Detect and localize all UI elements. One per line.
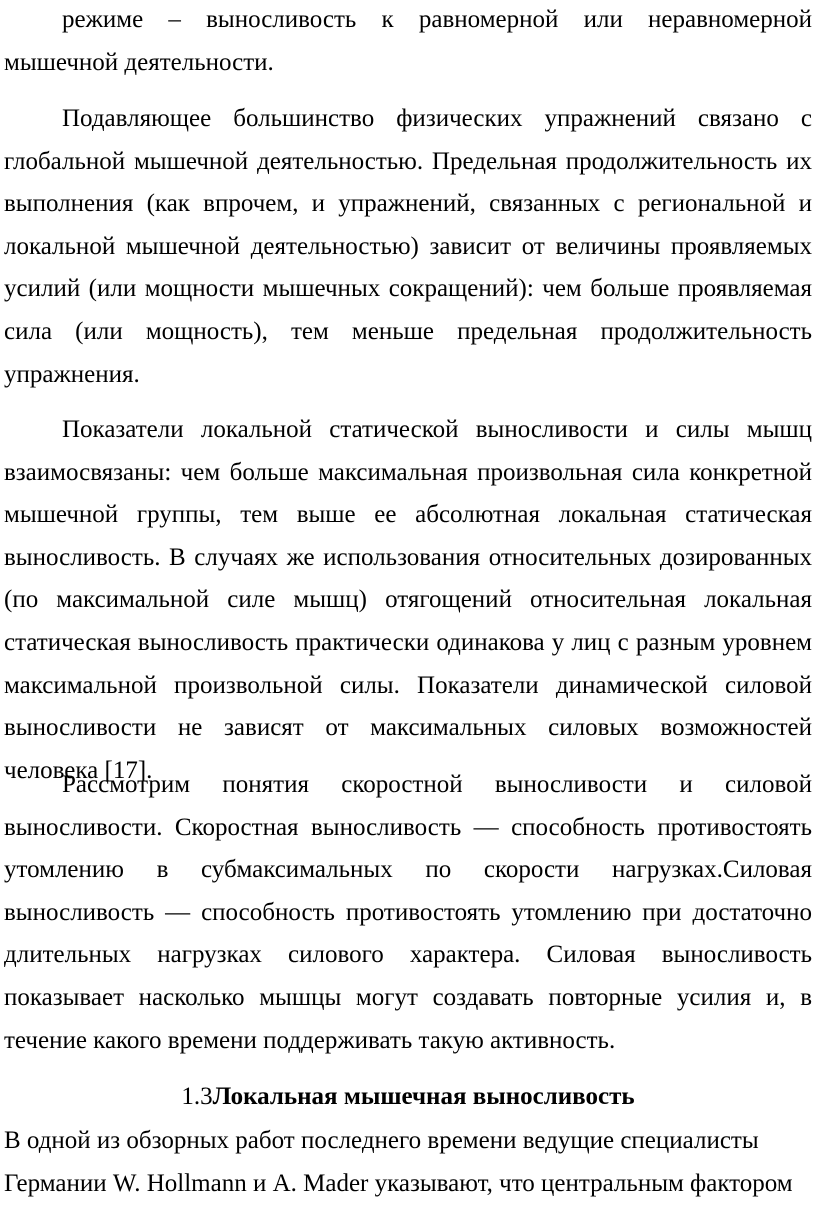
paragraph-review-intro: В одной из обзорных работ последнего времени ведущие специалисты Германии W. Hollmann и A. Mader указывают, что центральным фактором [4,1127,793,1197]
section-heading [0,1076,816,1119]
paragraph-continuation: режиме – выносливость к равномерной или неравномерной мышечной деятельности. [4,6,812,76]
paragraph-local-static-endurance: Показатели локальной статической выносливости и силы мышц взаимосвязаны: чем больше максимальная произвольная сила конкретной мышечной группы, тем выше ее абсолютная локальная статическая выносливость. В случаях же использования относительных дозированных (по максимальной силе мышц) отягощений относительная локальная статическая выносливость практически одинакова у лиц с разным уровнем максимальной произвольной силы. Показатели динамической силовой выносливости не зависят от максимальных силовых возможностей человека [17]. [4,416,812,784]
section-title: Локальная мышечная выносливость [212,1083,635,1110]
paragraph-speed-strength-endurance: Рассмотрим понятия скоростной выносливости и силовой выносливости. Скоростная выносливость — способность противостоять утомлению в субмаксимальных по скорости нагрузках.Силовая выносливость — способность противостоять утомлению при достаточно длительных нагрузках силового характера. Силовая выносливость показывает насколько мышцы могут создавать повторные усилия и, в течение какого времени поддерживать такую активность. [4,771,812,1054]
paragraph-global-muscle-activity: Подавляющее большинство физических упражнений связано с глобальной мышечной деятельностью. Предельная продолжительность их выполнения (как впрочем, и упражнений, связанных с региональной и локальной мышечной деятельностью) зависит от величины проявляемых усилий (или мощности мышечных сокращений): чем больше проявляемая сила (или мощность), тем меньше предельная продолжительность упражнения. [4,105,812,388]
section-number: 1.3 [181,1083,213,1110]
